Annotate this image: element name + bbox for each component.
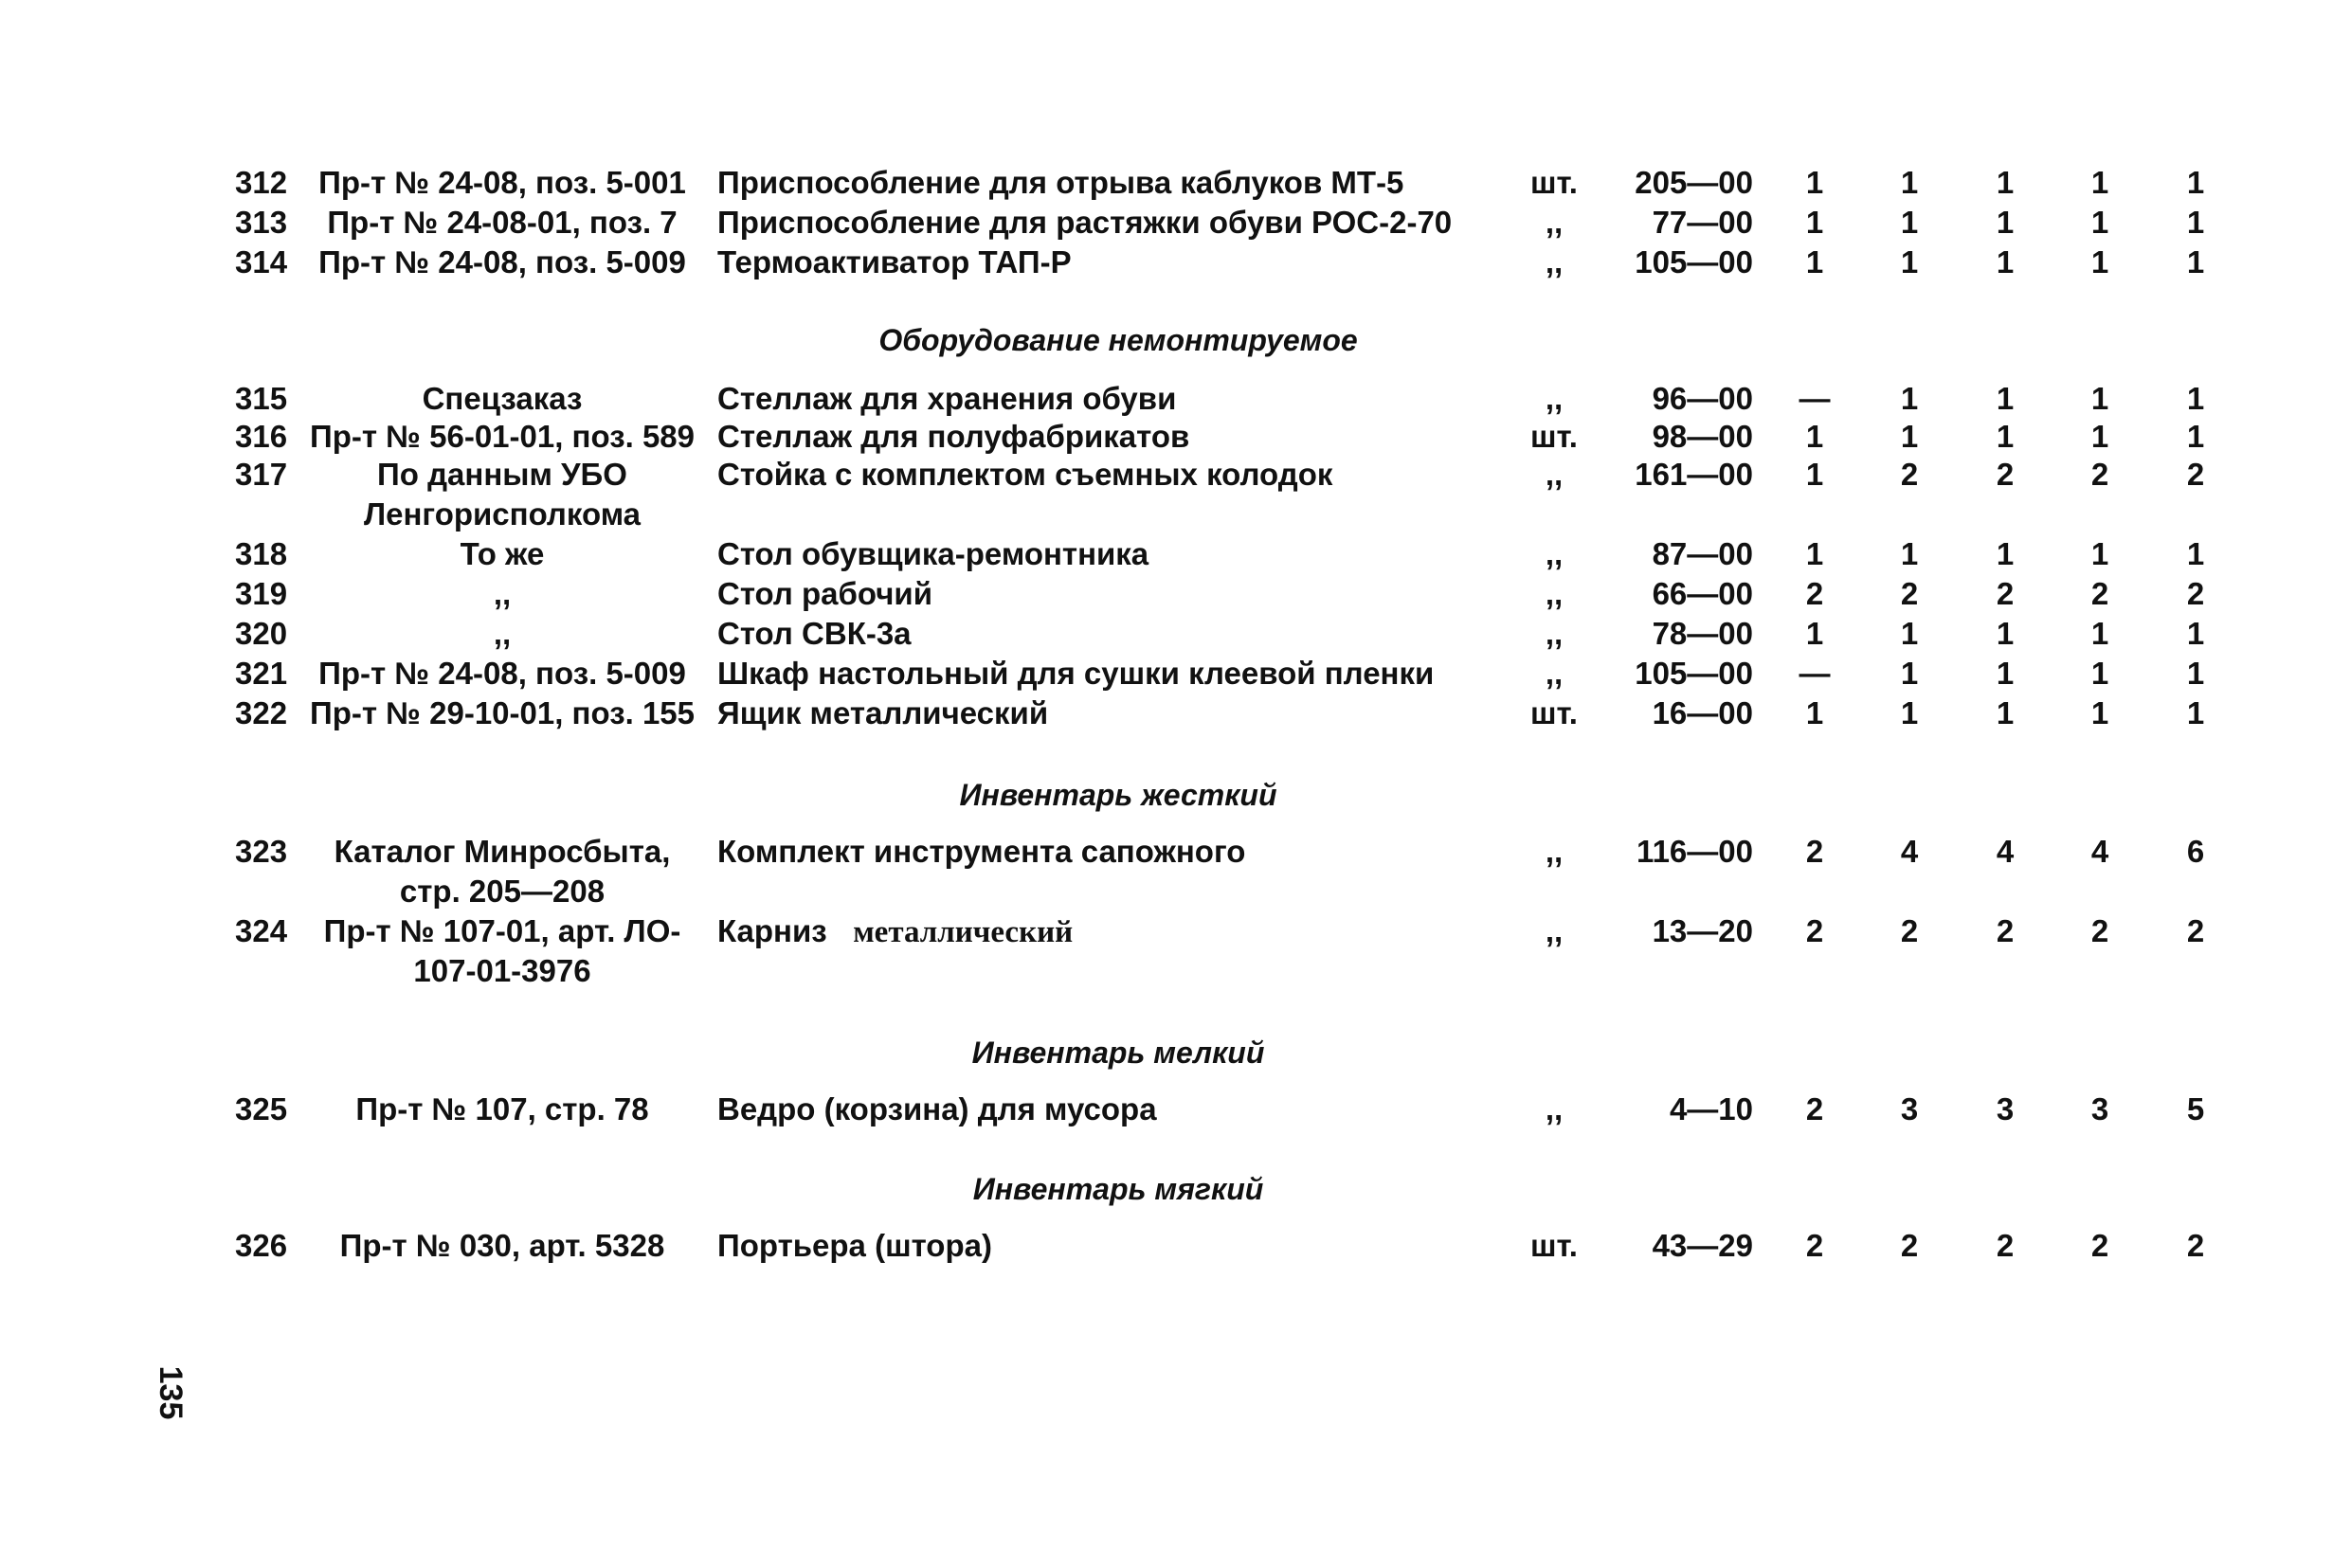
quantity-2: 1 bbox=[1900, 244, 1919, 279]
table-row bbox=[0, 417, 2351, 457]
price: 16—00 bbox=[1652, 695, 1753, 730]
quantity-3: 2 bbox=[1996, 576, 2015, 611]
unit: ,, bbox=[1545, 381, 1564, 416]
quantity-4: 2 bbox=[2090, 1228, 2109, 1263]
source-reference-line-2: 107-01-3976 bbox=[413, 953, 591, 988]
quantity-5: 1 bbox=[2186, 536, 2205, 571]
table-row bbox=[0, 243, 2351, 282]
price: 66—00 bbox=[1652, 576, 1753, 611]
item-name: Ведро (корзина) для мусора bbox=[717, 1091, 1157, 1126]
item-name: Термоактиватор ТАП-Р bbox=[717, 244, 1072, 279]
source-reference: Пр-т № 030, арт. 5328 bbox=[339, 1228, 665, 1263]
section-heading-small-inventory: Инвентарь мелкий bbox=[971, 1036, 1265, 1070]
source-reference: Спецзаказ bbox=[422, 381, 583, 416]
quantity-1: — bbox=[1799, 656, 1831, 691]
quantity-4: 4 bbox=[2090, 834, 2109, 869]
item-name: Ящик металлический bbox=[717, 695, 1049, 730]
quantity-3: 1 bbox=[1996, 695, 2015, 730]
source-reference: Пр-т № 24-08-01, поз. 7 bbox=[327, 205, 678, 240]
row-number: 313 bbox=[235, 205, 288, 240]
quantity-4: 1 bbox=[2090, 419, 2109, 454]
item-name: Стол СВК-3а bbox=[717, 616, 912, 651]
quantity-5: 1 bbox=[2186, 695, 2205, 730]
unit: ,, bbox=[1545, 834, 1564, 869]
quantity-2: 1 bbox=[1900, 165, 1919, 200]
table-row bbox=[0, 1226, 2351, 1266]
price: 77—00 bbox=[1652, 205, 1753, 240]
quantity-5: 1 bbox=[2186, 419, 2205, 454]
table-row bbox=[0, 832, 2351, 909]
item-name: Стеллаж для полуфабрикатов bbox=[717, 419, 1190, 454]
item-name: Стойка с комплектом съемных колодок bbox=[717, 457, 1333, 492]
quantity-5: 2 bbox=[2186, 576, 2205, 611]
quantity-4: 2 bbox=[2090, 576, 2109, 611]
quantity-4: 1 bbox=[2090, 205, 2109, 240]
table-row bbox=[0, 163, 2351, 203]
row-number: 312 bbox=[235, 165, 288, 200]
source-reference: Пр-т № 29-10-01, поз. 155 bbox=[309, 695, 696, 730]
quantity-1: 2 bbox=[1805, 834, 1824, 869]
quantity-5: 5 bbox=[2186, 1091, 2205, 1126]
row-number: 325 bbox=[235, 1091, 288, 1126]
quantity-5: 1 bbox=[2186, 165, 2205, 200]
quantity-1: 1 bbox=[1805, 457, 1824, 492]
unit: ,, bbox=[1545, 616, 1564, 651]
quantity-5: 1 bbox=[2186, 244, 2205, 279]
item-name-part-2: металлический bbox=[853, 915, 1074, 949]
quantity-2: 2 bbox=[1900, 1228, 1919, 1263]
quantity-3: 2 bbox=[1996, 1228, 2015, 1263]
quantity-2: 2 bbox=[1900, 913, 1919, 948]
quantity-1: 1 bbox=[1805, 419, 1824, 454]
source-reference: Пр-т № 56-01-01, поз. 589 bbox=[309, 419, 696, 454]
item-name: Стол рабочий bbox=[717, 576, 932, 611]
quantity-2: 4 bbox=[1900, 834, 1919, 869]
row-number: 323 bbox=[235, 834, 288, 869]
price: 43—29 bbox=[1652, 1228, 1753, 1263]
quantity-3: 4 bbox=[1996, 834, 2015, 869]
row-number: 318 bbox=[235, 536, 288, 571]
quantity-4: 2 bbox=[2090, 457, 2109, 492]
quantity-3: 1 bbox=[1996, 205, 2015, 240]
price: 87—00 bbox=[1652, 536, 1753, 571]
table-row bbox=[0, 203, 2351, 243]
source-reference: ,, bbox=[493, 616, 512, 651]
quantity-5: 2 bbox=[2186, 913, 2205, 948]
source-reference: По данным УБО bbox=[377, 457, 627, 492]
quantity-3: 1 bbox=[1996, 165, 2015, 200]
quantity-2: 3 bbox=[1900, 1091, 1919, 1126]
row-number: 324 bbox=[235, 913, 288, 948]
quantity-5: 1 bbox=[2186, 205, 2205, 240]
quantity-1: 2 bbox=[1805, 1228, 1824, 1263]
item-name: Приспособление для отрыва каблуков МТ-5 bbox=[717, 165, 1404, 200]
table-row bbox=[0, 654, 2351, 694]
quantity-4: 1 bbox=[2090, 381, 2109, 416]
quantity-4: 1 bbox=[2090, 536, 2109, 571]
quantity-3: 1 bbox=[1996, 536, 2015, 571]
row-number: 319 bbox=[235, 576, 288, 611]
quantity-4: 3 bbox=[2090, 1091, 2109, 1126]
quantity-2: 2 bbox=[1900, 457, 1919, 492]
section-heading-hard-inventory: Инвентарь жесткий bbox=[959, 778, 1277, 812]
table-row bbox=[0, 911, 2351, 988]
unit: ,, bbox=[1545, 536, 1564, 571]
quantity-3: 2 bbox=[1996, 913, 2015, 948]
quantity-1: 2 bbox=[1805, 576, 1824, 611]
quantity-5: 1 bbox=[2186, 656, 2205, 691]
item-name bbox=[717, 911, 1551, 952]
unit: ,, bbox=[1545, 913, 1564, 948]
quantity-5: 1 bbox=[2186, 616, 2205, 651]
quantity-1: 1 bbox=[1805, 205, 1824, 240]
table-row bbox=[0, 379, 2351, 419]
quantity-1: 1 bbox=[1805, 695, 1824, 730]
unit: ,, bbox=[1545, 656, 1564, 691]
row-number: 316 bbox=[235, 419, 288, 454]
quantity-4: 1 bbox=[2090, 244, 2109, 279]
quantity-5: 2 bbox=[2186, 1228, 2205, 1263]
item-name: Приспособление для растяжки обуви РОС-2-70 bbox=[717, 205, 1453, 240]
source-reference: Каталог Минросбыта, bbox=[334, 834, 671, 869]
price: 116—00 bbox=[1637, 834, 1753, 869]
quantity-3: 1 bbox=[1996, 381, 2015, 416]
price: 205—00 bbox=[1635, 165, 1753, 200]
item-name: Шкаф настольный для сушки клеевой пленки bbox=[717, 656, 1435, 691]
quantity-2: 2 bbox=[1900, 576, 1919, 611]
unit: шт. bbox=[1530, 1228, 1578, 1263]
item-name: Портьера (штора) bbox=[717, 1228, 992, 1263]
row-number: 321 bbox=[235, 656, 288, 691]
quantity-3: 1 bbox=[1996, 616, 2015, 651]
quantity-1: 1 bbox=[1805, 616, 1824, 651]
quantity-1: 2 bbox=[1805, 1091, 1824, 1126]
source-reference: Пр-т № 107-01, арт. ЛО- bbox=[323, 913, 681, 948]
item-name: Стеллаж для хранения обуви bbox=[717, 381, 1177, 416]
quantity-2: 1 bbox=[1900, 656, 1919, 691]
quantity-1: 2 bbox=[1805, 913, 1824, 948]
unit: ,, bbox=[1545, 576, 1564, 611]
table-row bbox=[0, 1090, 2351, 1129]
item-name: Стол обувщика-ремонтника bbox=[717, 536, 1149, 571]
row-number: 322 bbox=[235, 695, 288, 730]
source-reference: Пр-т № 24-08, поз. 5-009 bbox=[318, 244, 686, 279]
table-row bbox=[0, 694, 2351, 733]
quantity-5: 1 bbox=[2186, 381, 2205, 416]
unit: шт. bbox=[1530, 165, 1578, 200]
source-reference: ,, bbox=[493, 576, 512, 611]
table-row bbox=[0, 455, 2351, 532]
price: 98—00 bbox=[1652, 419, 1753, 454]
quantity-2: 1 bbox=[1900, 695, 1919, 730]
quantity-4: 1 bbox=[2090, 165, 2109, 200]
row-number: 326 bbox=[235, 1228, 288, 1263]
quantity-2: 1 bbox=[1900, 616, 1919, 651]
quantity-2: 1 bbox=[1900, 536, 1919, 571]
quantity-1: 1 bbox=[1805, 165, 1824, 200]
source-reference: Пр-т № 24-08, поз. 5-001 bbox=[318, 165, 686, 200]
price: 4—10 bbox=[1669, 1091, 1753, 1126]
unit: ,, bbox=[1545, 457, 1564, 492]
row-number: 317 bbox=[235, 457, 288, 492]
unit: ,, bbox=[1545, 244, 1564, 279]
price: 78—00 bbox=[1652, 616, 1753, 651]
quantity-5: 2 bbox=[2186, 457, 2205, 492]
quantity-3: 1 bbox=[1996, 419, 2015, 454]
page-number: 135 bbox=[153, 1365, 189, 1420]
price: 105—00 bbox=[1635, 656, 1753, 691]
price: 96—00 bbox=[1652, 381, 1753, 416]
quantity-4: 1 bbox=[2090, 656, 2109, 691]
quantity-3: 3 bbox=[1996, 1091, 2015, 1126]
quantity-3: 1 bbox=[1996, 656, 2015, 691]
source-reference-line-2: стр. 205—208 bbox=[399, 874, 606, 909]
quantity-1: 1 bbox=[1805, 536, 1824, 571]
source-reference: Пр-т № 107, стр. 78 bbox=[355, 1091, 649, 1126]
unit: ,, bbox=[1545, 205, 1564, 240]
item-name: Комплект инструмента сапожного bbox=[717, 834, 1246, 869]
unit: шт. bbox=[1530, 695, 1578, 730]
quantity-2: 1 bbox=[1900, 205, 1919, 240]
quantity-3: 2 bbox=[1996, 457, 2015, 492]
source-reference: Пр-т № 24-08, поз. 5-009 bbox=[318, 656, 686, 691]
section-heading-equipment: Оборудование немонтируемое bbox=[878, 323, 1358, 357]
quantity-5: 6 bbox=[2186, 834, 2205, 869]
section-heading-soft-inventory: Инвентарь мягкий bbox=[972, 1172, 1264, 1206]
row-number: 320 bbox=[235, 616, 288, 651]
quantity-2: 1 bbox=[1900, 419, 1919, 454]
quantity-4: 1 bbox=[2090, 695, 2109, 730]
price: 13—20 bbox=[1652, 913, 1753, 948]
quantity-1: 1 bbox=[1805, 244, 1824, 279]
item-name-part-1: Карниз bbox=[717, 913, 827, 948]
unit: шт. bbox=[1530, 419, 1578, 454]
row-number: 314 bbox=[235, 244, 288, 279]
table-row bbox=[0, 614, 2351, 654]
table-row bbox=[0, 534, 2351, 574]
row-number: 315 bbox=[235, 381, 288, 416]
quantity-4: 1 bbox=[2090, 616, 2109, 651]
table-row bbox=[0, 574, 2351, 614]
price: 105—00 bbox=[1635, 244, 1753, 279]
quantity-3: 1 bbox=[1996, 244, 2015, 279]
price: 161—00 bbox=[1635, 457, 1753, 492]
quantity-2: 1 bbox=[1900, 381, 1919, 416]
source-reference: То же bbox=[460, 536, 545, 571]
quantity-4: 2 bbox=[2090, 913, 2109, 948]
source-reference-line-2: Ленгорисполкома bbox=[363, 496, 642, 532]
unit: ,, bbox=[1545, 1091, 1564, 1126]
quantity-1: — bbox=[1799, 381, 1831, 416]
